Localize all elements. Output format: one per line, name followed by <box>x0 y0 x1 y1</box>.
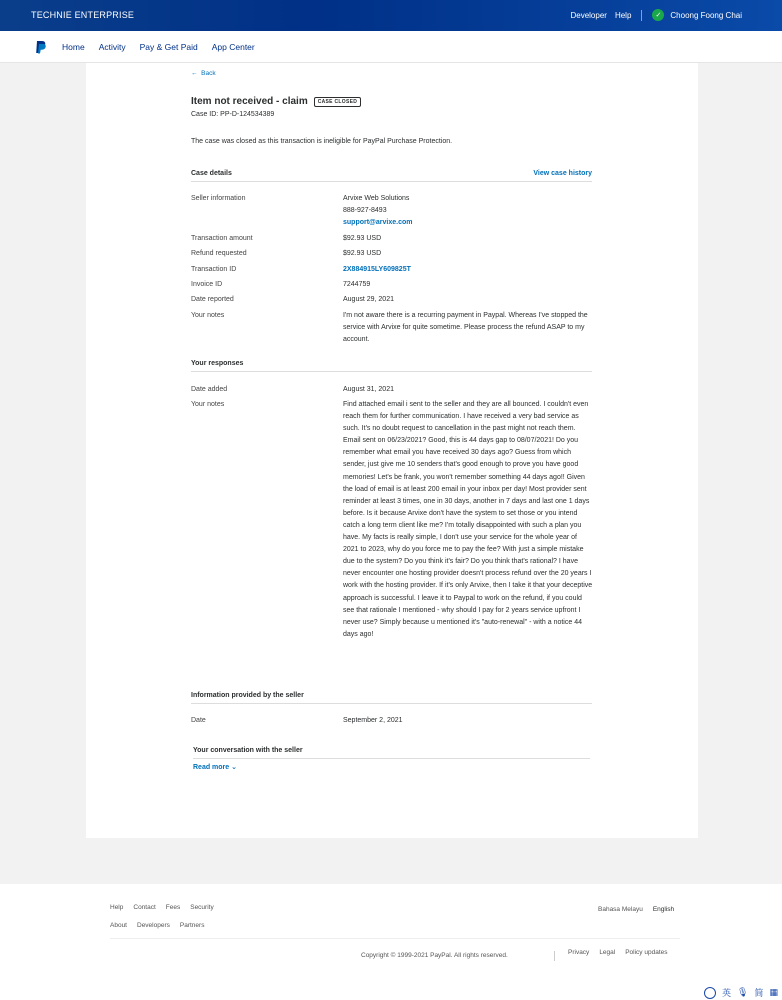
seller-date: September 2, 2021 <box>343 717 403 724</box>
privacy-link[interactable]: Privacy <box>568 949 590 956</box>
case-closed-note: The case was closed as this transaction is ineligible for PayPal Purchase Protection. <box>191 138 453 145</box>
date-reported: August 29, 2021 <box>343 296 394 303</box>
transaction-id-label: Transaction ID <box>191 266 237 273</box>
arrow-left-icon: ← <box>191 70 198 77</box>
footer-separator <box>554 951 555 961</box>
top-links <box>562 9 742 21</box>
footer-contact-link[interactable]: Contact <box>133 904 156 911</box>
seller-phone: 888-927-8493 <box>343 207 387 215</box>
your-notes-label: Your notes <box>191 312 225 319</box>
policy-updates-link[interactable]: Policy updates <box>625 949 668 956</box>
responses-header: Your responses <box>191 360 592 372</box>
ime-simplified-toggle[interactable]: 简 <box>754 988 764 998</box>
user-name[interactable]: Choong Foong Chai <box>670 10 742 20</box>
lang-malay-link[interactable]: Bahasa Melayu <box>598 906 643 913</box>
microphone-icon[interactable]: 🎙 <box>737 987 749 997</box>
help-link[interactable]: Help <box>614 10 632 20</box>
legal-link[interactable]: Legal <box>599 949 616 956</box>
nav-pay-get-paid[interactable]: Pay & Get Paid <box>139 42 198 52</box>
status-badge: CASE CLOSED <box>314 97 361 107</box>
seller-info-label: Seller information <box>191 195 246 202</box>
transaction-id-link[interactable]: 2X884915LY609825T <box>343 266 411 273</box>
case-details-header <box>191 170 592 182</box>
nav-app-center[interactable]: App Center <box>211 42 255 52</box>
seller-info-value <box>343 193 593 229</box>
response-notes: Find attached email i sent to the seller and they are all bounced. I couldn't even reach them for further communication. I have received a very bad service as such. It's no doubt request to cancellation in the past might not reach them. Email sent on 06/23/2021? Good, this is 44 days gap to 08/07/2021! Do you remember what email you have received 30 days ago? Guess from which sender, just give me 10 senders that's good enough to prove you have good memories! Let's be frank, you won't remember something 44 days ago!! Given the load of email is at least 200 email in your inbox per day! Most provider sent reminder at least 3 times, one in 30 days, another in 7 days and last one 1 days before. Is it because Arvixe don't have the system to set those or you intend catch a long term client like me? I'm totally disappointed with such a plan you have. My facts is really simple, I don't use your service for the whole year of 2021 to 2023, why do you force me to pay the fee? With just a simple mistake due to the system? Do you think it's fair? Do you think that's rational? I have never encounter one hosting provider doesn't process refund over the 20 years I work with the hosting provider. If it's only Arvixe, then I take it that your deceptive approach is successful. I leave it to Paypal to work on the refund, if you could see that rationale I mentioned - why should I pay for 2 years service upfront I never use? Simply because u mentioned it's "auto-renewal" - with a notice 44 days ago! <box>343 401 593 638</box>
read-more-link[interactable] <box>193 763 237 771</box>
ime-toolbar <box>698 986 778 999</box>
legal-links <box>568 949 668 956</box>
ime-logo-icon[interactable] <box>704 987 716 999</box>
case-details-title: Case details <box>191 170 232 177</box>
main-nav <box>0 31 782 63</box>
footer-fees-link[interactable]: Fees <box>165 904 181 911</box>
back-link[interactable] <box>191 70 216 77</box>
developer-link[interactable]: Developer <box>570 10 607 20</box>
copyright <box>361 952 518 959</box>
nav-activity[interactable]: Activity <box>98 42 126 52</box>
divider <box>641 10 642 21</box>
back-label: Back <box>201 70 216 77</box>
seller-email-link[interactable]: support@arvixe.com <box>343 219 413 227</box>
footer-partners-link[interactable]: Partners <box>179 922 205 929</box>
refund-requested-label: Refund requested <box>191 250 247 257</box>
footer-security-link[interactable]: Security <box>190 904 214 911</box>
footer-links-row-1 <box>110 904 224 911</box>
footer-about-link[interactable]: About <box>110 922 127 929</box>
case-title-text: Item not received - claim <box>191 96 308 107</box>
invoice-id: 7244759 <box>343 281 371 288</box>
seller-date-label: Date <box>191 717 206 724</box>
response-notes-label: Your notes <box>191 401 225 408</box>
user-avatar-icon[interactable]: ✓ <box>652 9 664 21</box>
language-selector <box>598 906 674 913</box>
date-added: August 31, 2021 <box>343 386 394 393</box>
conversation-header: Your conversation with the seller <box>193 747 590 759</box>
copyright-text: Copyright © 1999-2021 PayPal. All rights reserved. <box>361 952 508 959</box>
seller-info-header: Information provided by the seller <box>191 692 592 704</box>
footer-developers-link[interactable]: Developers <box>137 922 170 929</box>
footer-divider <box>110 938 680 939</box>
footer <box>0 884 782 1000</box>
transaction-amount-label: Transaction amount <box>191 235 253 242</box>
invoice-id-label: Invoice ID <box>191 281 223 288</box>
lang-english-link[interactable]: English <box>652 906 675 913</box>
ime-english-toggle[interactable]: 英 <box>722 988 732 998</box>
your-notes: I'm not aware there is a recurring payment in Paypal. Whereas I've stopped the service with Arvixe for quite sometime. Please process the refund ASAP to my account. <box>343 312 588 344</box>
read-more-label: Read more <box>193 764 230 771</box>
case-title <box>191 96 361 107</box>
case-id: Case ID: PP-D-124534389 <box>191 111 275 118</box>
footer-help-link[interactable]: Help <box>110 904 124 911</box>
date-added-label: Date added <box>191 386 228 393</box>
business-name: TECHNIE ENTERPRISE <box>31 10 135 20</box>
top-bar <box>0 0 782 31</box>
footer-links-row-2 <box>110 922 214 929</box>
chevron-down-icon: ⌄ <box>231 764 238 771</box>
nav-home[interactable]: Home <box>62 42 85 52</box>
transaction-amount: $92.93 USD <box>343 235 382 242</box>
seller-name: Arvixe Web Solutions <box>343 195 410 202</box>
date-reported-label: Date reported <box>191 296 234 303</box>
view-case-history-link[interactable]: View case history <box>533 170 592 177</box>
grid-menu-icon[interactable]: ▦ <box>769 987 778 997</box>
refund-requested: $92.93 USD <box>343 250 382 257</box>
paypal-logo-icon[interactable] <box>35 40 47 54</box>
